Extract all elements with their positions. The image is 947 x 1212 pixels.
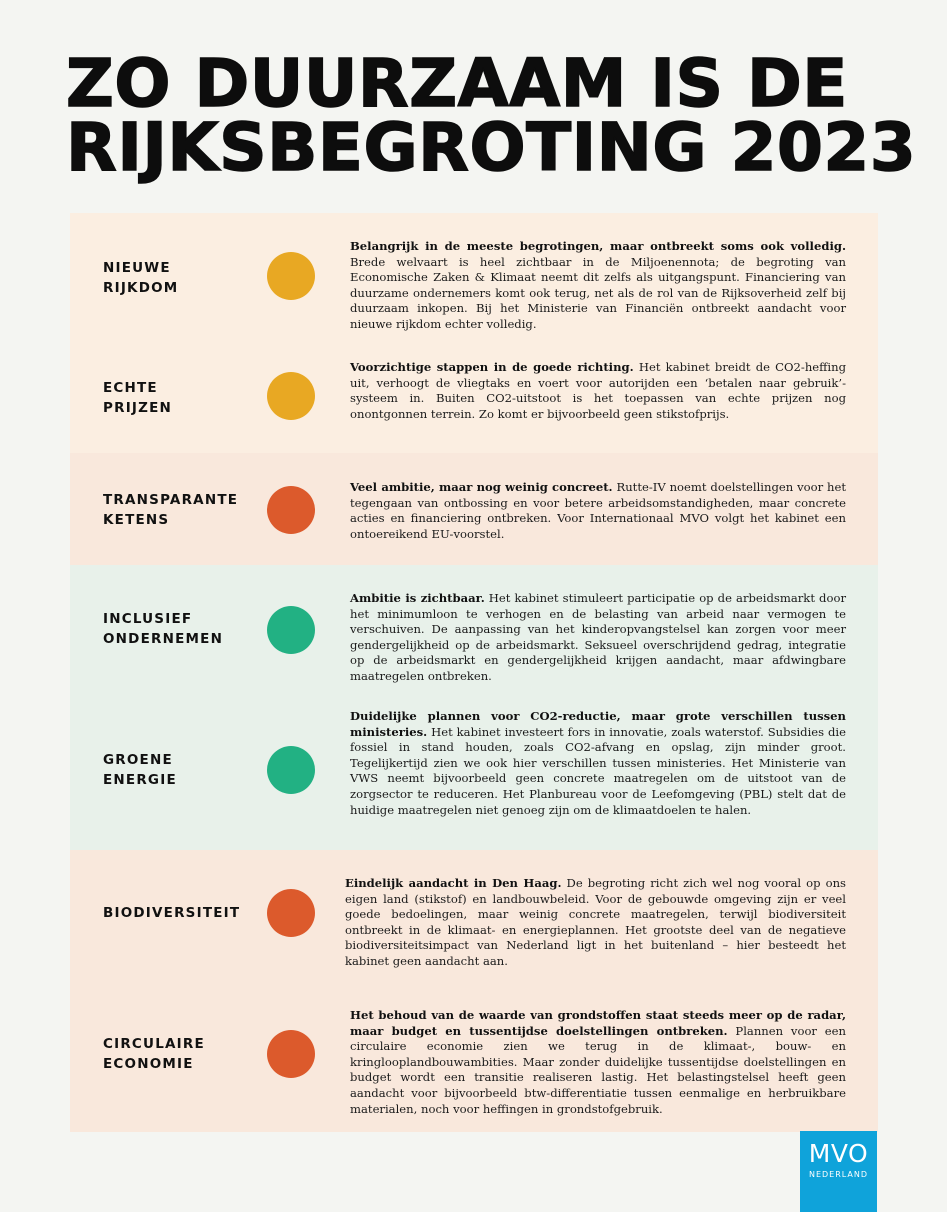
row-lead: Duidelijke plannen voor CO2-reductie, maar grote verschillen tussen ministeries. (350, 709, 846, 739)
row-description (350, 360, 846, 422)
mvo-nederland-logo (800, 1131, 877, 1212)
row-inclusief-ondernemen (70, 565, 878, 705)
row-label: INCLUSIEF ONDERNEMEN (103, 611, 224, 647)
row-lead: Veel ambitie, maar nog weinig concreet. (350, 480, 613, 494)
row-body: Plannen voor een circulaire economie zien we terug in de klimaat-, bouw- en kringlooplandbouwambities. Maar zonder duidelijke tussentijdse doelstellingen en budget wordt een transitie realiseren lastig. Het belastingstelsel heeft geen aandacht voor bijvoorbeeld btw-differentiatie tussen eenmalige en herbruikbare materialen, noch voor heffingen in grondstofgebruik. (350, 1023, 846, 1116)
title-line-1: ZO DUURZAAM IS DE (66, 45, 848, 122)
row-label: NIEUWE RIJKDOM (103, 260, 179, 296)
status-dot (267, 1030, 315, 1078)
logo-mvo: MVO (808, 1139, 869, 1168)
row-description (350, 239, 846, 333)
status-dot (267, 889, 315, 937)
row-nieuwe-rijkdom (70, 213, 878, 333)
row-circulaire-economie (70, 977, 878, 1132)
row-label: BIODIVERSITEIT (103, 905, 241, 921)
row-label: TRANSPARANTE KETENS (103, 492, 239, 528)
row-groene-energie (70, 705, 878, 850)
status-dot (267, 486, 315, 534)
row-description (350, 591, 846, 685)
row-description (350, 709, 846, 818)
row-label: GROENE ENERGIE (103, 752, 177, 788)
row-transparante-ketens (70, 453, 878, 565)
row-description (350, 1008, 846, 1117)
logo-nederland: NEDERLAND (808, 1170, 869, 1179)
row-lead: Belangrijk in de meeste begrotingen, maar ontbreekt soms ook volledig. (350, 239, 846, 253)
row-lead: Voorzichtige stappen in de goede richting. (350, 360, 634, 374)
row-body: Het kabinet investeert fors in innovatie, zoals waterstof. Subsidies die fossiel in stand houden, zoals CO2-afvang en opslag, zijn minder groot. Tegelijkertijd zien we ook hier verschillen tussen ministeries. Het Ministerie van VWS neemt bijvoorbeeld geen concrete maatregelen om de uitstoot van de zorgsector te reduceren. Het Planbureau voor de Leefomgeving (PBL) stelt dat de huidige maatregelen niet genoeg zijn om de klimaatdoelen te halen. (350, 724, 846, 817)
status-dot (267, 252, 315, 300)
row-body: Het kabinet breidt de CO2-heffing uit, verhoogt de vliegtaks en voert voor autorijden een ‘betalen naar gebruik’-systeem in. Buiten CO2-uitstoot is het toepassen van echte prijzen nog onontgonnen terrein. Zo komt er bijvoorbeeld geen stikstofprijs. (350, 360, 847, 421)
row-lead: Het behoud van de waarde van grondstoffen staat steeds meer op de radar, maar budget en tussentijdse doelstellingen ontbreken. (350, 1008, 846, 1038)
status-dot (267, 746, 315, 794)
status-dot (267, 372, 315, 420)
row-body: De begroting richt zich wel nog vooral op ons eigen land (stikstof) en landbouwbeleid. Voor de gebouwde omgeving zijn er veel goede bedoelingen, maar weinig concrete maatregelen, terwijl biodiversiteit ontbreekt in de klimaat- en energieplannen. Het grootste deel van de negatieve biodiversiteitsimpact van Nederland ligt in het buitenland – hier besteedt het kabinet geen aandacht aan. (345, 876, 846, 968)
row-lead: Ambitie is zichtbaar. (350, 591, 485, 605)
title-line-2: RIJKSBEGROTING 2023 (66, 109, 917, 186)
row-label: CIRCULAIRE ECONOMIE (103, 1036, 205, 1072)
row-body: Brede welvaart is heel zichtbaar in de Miljoenennota; de begroting van Economische Zaken & Klimaat neemt dit zelfs als uitgangspunt. Financiering van duurzame ondernemers komt ook terug, net als de rol van de Rijksoverheid zelf bij duurzaam inkopen. Bij het Ministerie van Financiën ontbreekt aandacht voor nieuwe rijkdom echter volledig. (350, 254, 846, 331)
row-body: Rutte-IV noemt doelstellingen voor het tegengaan van ontbossing en voor betere arbeidsomstandigheden, maar concrete acties en financiering ontbreken. Voor Internationaal MVO volgt het kabinet een ontoereikend EU-voorstel. (350, 480, 846, 541)
row-description (345, 876, 846, 970)
row-echte-prijzen (70, 333, 878, 453)
row-lead: Eindelijk aandacht in Den Haag. (345, 876, 562, 890)
row-biodiversiteit (70, 850, 878, 977)
status-dot (267, 606, 315, 654)
scorecard (70, 213, 878, 1132)
page-title (66, 45, 917, 186)
row-label: ECHTE PRIJZEN (103, 380, 173, 416)
row-description (350, 480, 846, 542)
row-body: Het kabinet stimuleert participatie op de arbeidsmarkt door het minimumloon te verhogen en de belasting van arbeid naar vermogen te verschuiven. De aanpassing van het kinderopvangstelsel kan zorgen voor meer gendergelijkheid op de arbeidsmarkt. Seksueel overschrijdend gedrag, integratie op de arbeidsmarkt en gendergelijkheid krijgen aandacht, maar afdwingbare maatregelen ontbreken. (350, 591, 846, 683)
